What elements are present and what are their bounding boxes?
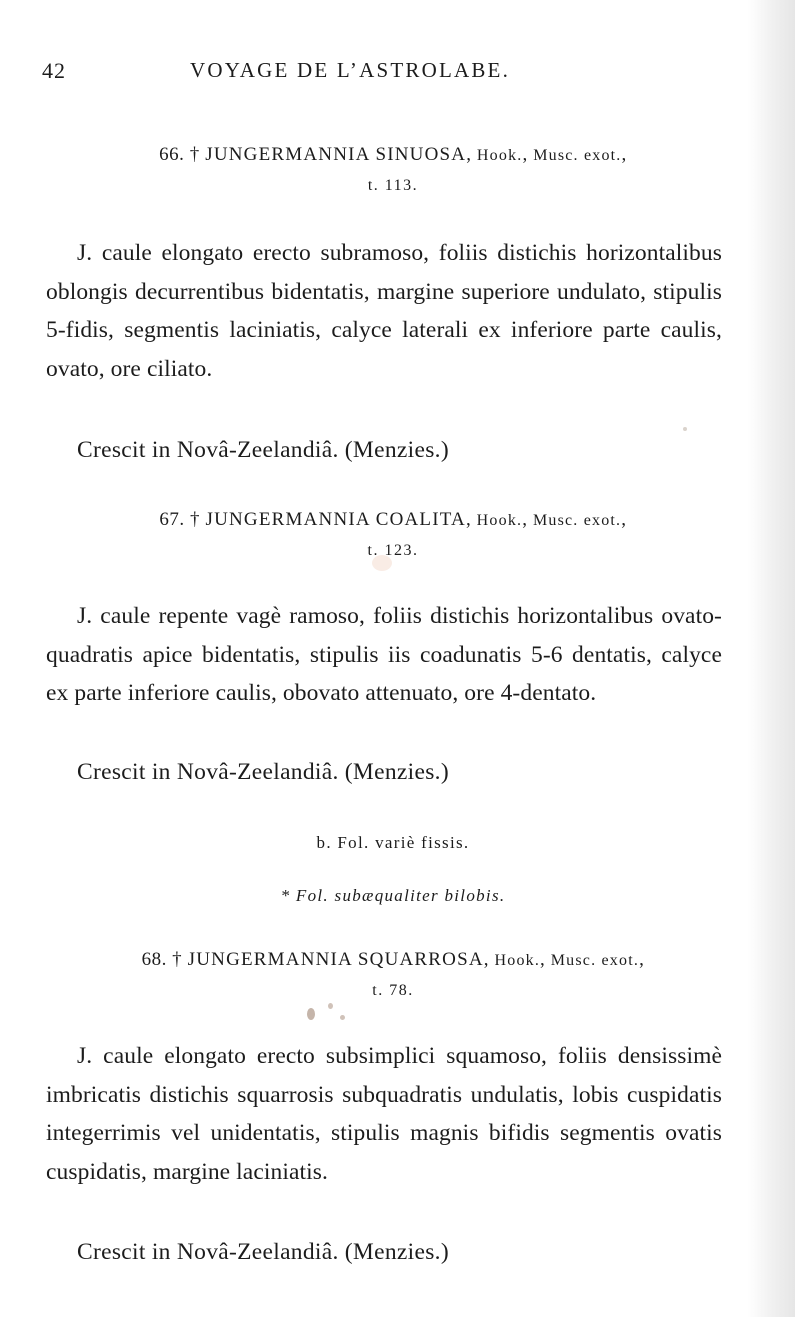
species-name: JUNGERMANNIA SQUARROSA: [187, 949, 484, 970]
entry-number: 66.: [159, 144, 185, 165]
entry-number: 68.: [141, 949, 167, 970]
author-abbrev: Hook.: [476, 512, 523, 529]
species-name: JUNGERMANNIA COALITA: [205, 509, 466, 530]
dagger-mark: †: [189, 144, 200, 165]
work-reference: Musc. exot.: [533, 147, 622, 164]
entry-67-habitat: Crescit in Novâ-Zeelandiâ. (Menzies.): [77, 759, 449, 785]
subsection-heading: * Fol. subæqualiter bilobis.: [280, 886, 506, 905]
entry-68-habitat: Crescit in Novâ-Zeelandiâ. (Menzies.): [77, 1239, 449, 1265]
author-abbrev: Hook.: [476, 147, 523, 164]
entry-66-heading: 66. † JUNGERMANNIA SINUOSA, Hook., Musc. exot., t. 113.: [48, 140, 738, 201]
foxing-spot: [683, 427, 687, 431]
plate-reference: t. 113.: [367, 177, 419, 194]
entry-67-description: J. caule repente vagè ramoso, foliis distichis horizontalibus ovato-quadratis apice bidentatis, stipulis iis coadunatis 5-6 dentatis, calyce ex parte inferiore caulis, obovato attenuato, ore 4-dentato.: [46, 603, 722, 706]
foxing-spot: [307, 1008, 315, 1020]
dagger-mark: †: [190, 509, 201, 530]
entry-67-heading: 67. † JUNGERMANNIA COALITA, Hook., Musc. exot., t. 123.: [48, 505, 738, 566]
running-head: [42, 58, 742, 88]
entry-66-description: J. caule elongato erecto subramoso, foliis distichis horizontalibus oblongis decurrentibus bidentatis, margine superiore undulato, stipulis 5-fidis, segmentis laciniatis, calyce laterali ex inferiore parte caulis, ovato, ore ciliato.: [46, 240, 722, 382]
running-title: VOYAGE DE L’ASTROLABE.: [190, 58, 511, 82]
dagger-mark: †: [172, 949, 183, 970]
foxing-spot: [372, 555, 392, 571]
foxing-spot: [328, 1003, 333, 1009]
entry-68-description: J. caule elongato erecto subsimplici squamoso, foliis densissimè imbricatis distichis squarrosis subquadratis undulatis, lobis cuspidatis integerrimis vel unidentatis, stipulis magnis bifidis segmentis ovatis cuspidatis, margine laciniatis.: [46, 1043, 722, 1185]
section-b-heading: b. Fol. variè fissis.: [316, 833, 470, 852]
plate-reference: t. 123.: [367, 542, 419, 559]
work-reference: Musc. exot.: [550, 952, 640, 969]
author-abbrev: Hook.: [494, 952, 541, 969]
work-reference: Musc. exot.: [532, 512, 622, 529]
entry-68-heading: 68. † JUNGERMANNIA SQUARROSA, Hook., Musc. exot., t. 78.: [48, 945, 738, 1006]
foxing-spot: [340, 1015, 345, 1020]
page-number: 42: [42, 58, 66, 83]
entry-number: 67.: [159, 509, 185, 530]
entry-66-habitat: Crescit in Novâ-Zeelandiâ. (Menzies.): [77, 437, 449, 463]
plate-reference: t. 78.: [372, 982, 414, 999]
species-name: JUNGERMANNIA SINUOSA: [205, 144, 467, 165]
